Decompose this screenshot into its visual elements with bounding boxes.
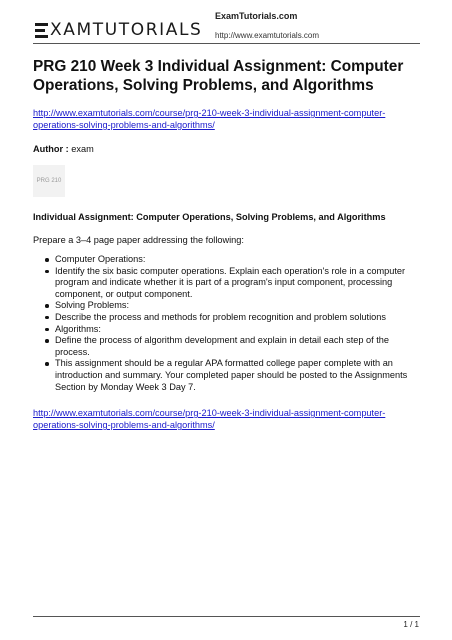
footer-divider — [33, 616, 420, 617]
footer-link-line-1: http://www.examtutorials.com/course/prg-210-week-3-individual-assignment-computer- — [33, 408, 386, 419]
list-item: Describe the process and methods for problem recognition and problem solutions — [55, 312, 420, 324]
list-item: Algorithms: — [55, 324, 420, 336]
page-header — [33, 8, 420, 44]
document-body — [33, 57, 420, 431]
page-number: 1 / 1 — [403, 620, 419, 629]
logo-text: XAMTUTORIALS — [50, 20, 203, 40]
author-label: Author : — [33, 144, 69, 154]
footer-course-link[interactable] — [33, 407, 420, 431]
list-item: Solving Problems: — [55, 300, 420, 312]
document-title: PRG 210 Week 3 Individual Assignment: Computer Operations, Solving Problems, and Algorithms — [33, 58, 404, 94]
course-link[interactable] — [33, 107, 420, 131]
thumbnail-text: PRG 210 — [36, 178, 62, 184]
intro-text: Prepare a 3–4 page paper addressing the following: — [33, 235, 244, 245]
author-line — [33, 144, 420, 154]
list-item: Define the process of algorithm development and explain in detail each step of the process. — [55, 335, 420, 358]
footer-link-line-2: operations-solving-problems-and-algorithms/ — [33, 420, 215, 431]
logo-e-icon — [35, 23, 48, 38]
course-thumbnail — [33, 165, 65, 197]
list-item: Identify the six basic computer operations. Explain each operation's role in a computer program and indicate whether it is part of a program's input component, processing component, or output component. — [55, 266, 420, 301]
section-title: Individual Assignment: Computer Operations, Solving Problems, and Algorithms — [33, 212, 386, 222]
course-link-line-2: operations-solving-problems-and-algorithms/ — [33, 120, 215, 130]
list-item: Computer Operations: — [55, 254, 420, 266]
site-name: ExamTutorials.com — [215, 11, 298, 21]
requirements-list — [33, 254, 420, 393]
site-url[interactable]: http://www.examtutorials.com — [215, 31, 320, 40]
list-item: This assignment should be a regular APA formatted college paper complete with an introduction and summary. Your completed paper should be posted to the Assignments Section by Monday Week 3 Day 7. — [55, 358, 420, 393]
author-value: exam — [71, 144, 94, 154]
examtutorials-logo[interactable] — [35, 22, 202, 39]
course-link-line-1: http://www.examtutorials.com/course/prg-210-week-3-individual-assignment-computer- — [33, 108, 386, 118]
header-divider — [33, 43, 420, 44]
